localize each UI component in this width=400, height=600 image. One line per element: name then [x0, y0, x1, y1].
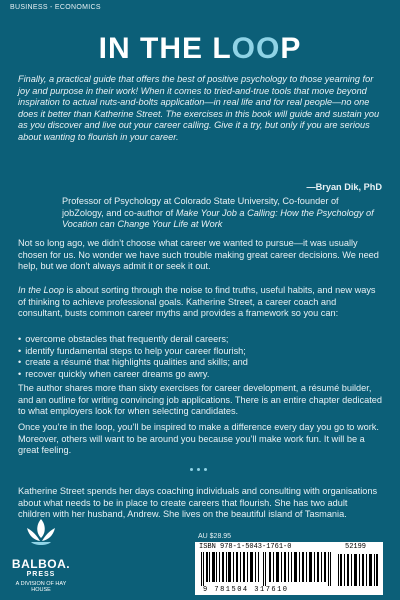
lotus-icon	[24, 516, 58, 550]
endorsement-attribution: —Bryan Dik, PhD	[306, 182, 382, 192]
blurb-paragraph-4: Once you’re in the loop, you’ll be inspired to make a difference every day you go to work. Moreover, others will want to be around you because you’ll make work fun. It will be a great feeling.	[18, 422, 379, 456]
credentials-text: Professor of Psychology at Colorado State University, Co-founder of jobZology, and co-author of	[62, 196, 339, 218]
ean-number: 9 781504 317610	[203, 586, 289, 594]
list-item: • recover quickly when career dreams go awry.	[18, 369, 382, 381]
price-label: AU $28.95	[198, 533, 232, 540]
blurb-paragraph-3: The author shares more than sixty exercises for career development, a résumé builder, and an outline for writing convincing job applications. There is an entire chapter dedicated to what employers look for when selecting candidates.	[18, 383, 382, 417]
addon-barcode-bars	[337, 552, 379, 586]
publisher-division: A DIVISION OF HAY HOUSE	[15, 581, 67, 593]
about-author: Katherine Street spends her days coaching individuals and consulting with organisations about what needs to be in place to create careers that flourish. She has two adult children with her husband, Andrew. She lives on the beautiful island of Tasmania.	[18, 486, 378, 520]
blurb-paragraph-1: Not so long ago, we didn’t choose what career we wanted to pursue—it was usually chosen for us. No wonder we have such trouble making great career decisions. We need help, but we don’t always admit it or seek it out.	[18, 238, 379, 272]
list-item: • overcome obstacles that frequently derail careers;	[18, 334, 382, 346]
credentials-book: Make Your Job a Calling: How the Psychology of Vocation can Change Your Life at Work	[62, 207, 374, 230]
isbn-text: ISBN 978-1-5043-1761-0	[199, 543, 292, 551]
list-item: • create a résumé that highlights qualities and skills; and	[18, 357, 382, 369]
category-label: BUSINESS - ECONOMICS	[10, 4, 101, 11]
endorser-credentials	[62, 196, 382, 231]
benefit-list	[18, 334, 382, 380]
publisher-name: BALBOA.	[11, 557, 71, 571]
endorsement-quote: Finally, a practical guide that offers the best of positive psychology to those yearning for joy and purpose in their work! When it comes to tried-and-true tools that move beyond inspiration to actual nuts-and-bolts application—in real life and for real people—no one does it better than Katherine Street. The exercises in this book will guide and sustain you as you discover and live out your career calling. Give it a try, but only if you are serious about wanting to flourish in your career.	[18, 74, 380, 142]
book-title	[0, 32, 400, 66]
title-part-1: IN THE L	[98, 32, 232, 65]
ean-barcode-bars	[199, 552, 333, 586]
barcode	[195, 542, 383, 595]
title-part-3: P	[280, 32, 302, 65]
divider-dots	[190, 468, 207, 471]
blurb-paragraph-2-text: is about sorting through the noise to find truths, useful habits, and new ways of thinking to achieve professional goals. Katherine Street, a career coach and consultant, busts common career myths and provides a framework so you can:	[18, 285, 376, 319]
addon-code: 52199	[345, 543, 367, 551]
list-item: • identify fundamental steps to help your career flourish;	[18, 346, 382, 358]
publisher-sub: PRESS	[26, 571, 56, 578]
blurb-paragraph-2	[18, 285, 382, 320]
publisher-logo	[6, 516, 76, 593]
blurb-book-title: In the Loop	[18, 285, 64, 295]
title-part-2: OO	[231, 32, 281, 65]
